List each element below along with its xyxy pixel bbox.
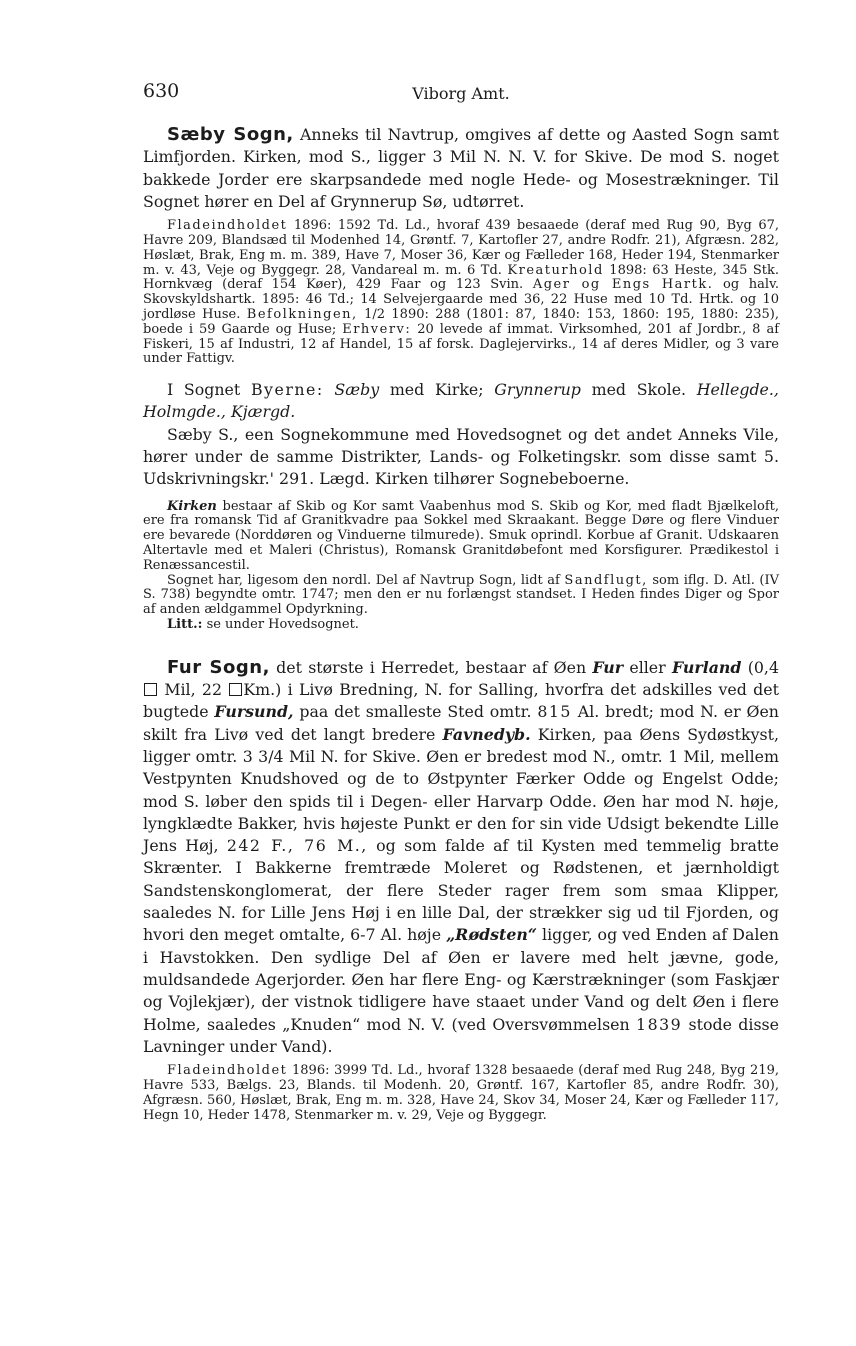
fur-text-7: Al. bredt; mod N. er Øen skilt fra Livø ved det langt bredere [143, 702, 779, 744]
saeby-stats-hartkorn: og halv. Skovskyldshartk. 1895: 46 Td.; 14 Selvejergaarde med 36, 22 Huse med 10 Td. Hrtk. og 10 jordløse Huse. [143, 277, 780, 322]
villages-label: Byerne: [250, 380, 324, 400]
fur-stats-paragraph [143, 1064, 779, 1123]
fur-text-6: paa det smalleste Sted omtr. [299, 702, 532, 722]
book-page [143, 76, 779, 1316]
saeby-title: Sæby Sogn, [167, 124, 294, 145]
village-rest: Hellegde., Holmgde., Kjærgd. [143, 380, 779, 422]
fur-year-value: 1839 [636, 1014, 683, 1034]
fur-text-8: Kirken, paa Øens Sydøstkyst, ligger omtr. 3 3/4 Mil N. for Skive. Øen er bredest mod N., omtr. 1 Mil, mellem Vestpynten Knudshoved og de to Østpynter Færker Odde og Engelst Odde; mod S. løber den spids til i Degen- eller Harvarp Odde. Øen har mod N. høje, lyngklædte Bakker, hvis højeste Punkt er den for sin vide Udsigt bekendte Lille Jens Høj, [143, 724, 779, 856]
village-grynnerup: Grynnerup [494, 380, 581, 400]
villages-mid: med Kirke; [389, 380, 484, 400]
fur-name-rodsten: „Rødsten“ [446, 925, 537, 945]
saeby-villages-paragraph [143, 379, 779, 424]
saeby-literature-paragraph [143, 618, 779, 633]
saeby-intro-text: Anneks til Navtrup, omgives af dette og Aasted Sogn samt Limfjorden. Kirken, mod S., ligger 3 Mil N. N. V. for Skive. De mod S. noget bakkede Jorder ere skarpsandede med nogle Hede- og Mosestrækninger. Til Sognet hører en Del af Grynnerup Sø, udtørret. [143, 125, 779, 211]
saeby-stats-label-hartkorn: Ager og Engs Hartk. [532, 277, 714, 293]
literature-label: Litt.: [167, 617, 203, 633]
fur-text-4: Mil, 22 [164, 680, 223, 700]
square-icon [229, 683, 242, 696]
village-saeby: Sæby [334, 380, 380, 400]
fur-name-furland: Furland [671, 657, 742, 677]
fur-name-fursund: Fursund, [214, 702, 294, 722]
page-header [143, 76, 779, 112]
fur-stats-text: 1896: 3999 Td. Ld., hvoraf 1328 besaaede (deraf med Rug 248, Byg 219, Havre 533, Bælgs. 23, Blands. til Modenh. 20, Grøntf. 167, Kartofler 85, andre Rodfr. 30), Afgræsn. 560, Høslæt, Brak, Eng m. m. 328, Have 24, Skov 34, Moser 24, Kær og Fælleder 117, Hegn 10, Heder 1478, Stenmarker m. v. 29, Veje og Byggegr. [143, 1063, 780, 1123]
fur-height-value: 242 F., 76 M., [226, 836, 368, 856]
sandflugt-post: som iflg. D. Atl. (IV S. 738) begyndte omtr. 1747; men den er nu forlængst standset. I Heden findes Diger og Spor af anden ældgammel Opdyrkning. [143, 572, 780, 618]
fur-text-2: eller [629, 657, 666, 677]
saeby-commune-paragraph: Sæby S., een Sognekommune med Hovedsognet og det andet Anneks Vile, hører under de samme Distrikter, Lands- og Folketingskr. som disse samt 5. Udskrivningskr.' 291. Lægd. Kirken tilhører Sognebeboerne. [143, 424, 779, 489]
saeby-church-paragraph [143, 500, 779, 574]
fur-text-3: (0,4 [747, 657, 779, 677]
saeby-stats-population: 1/2 1890: 288 (1801: 87, 1840: 153, 1860: 195, 1880: 235), boede i 59 Gaarde og Huse; [143, 306, 779, 337]
sandflugt-pre: Sognet har, ligesom den nordl. Del af Navtrup Sogn, lidt af [167, 572, 560, 588]
saeby-sandflugt-paragraph [143, 574, 779, 618]
saeby-stats-paragraph [143, 219, 779, 367]
saeby-stats-area: 1896: 1592 Td. Ld., hvoraf 439 besaaede (deraf med Rug 90, Byg 67, Havre 209, Blandsæd til Modenhed 14, Grøntf. 7, Kartofler 27, andre Rodfr. 21), Afgræsn. 282, Høslæt, Brak, Eng m. m. 389, Have 7, Moser 36, Kær og Fælleder 168, Heder 194, Stenmarker m. v. 43, Veje og Byggegr. 28, Vandareal m. m. 6 Td. [143, 218, 779, 278]
running-head: Viborg Amt. [412, 84, 510, 103]
church-text: bestaar af Skib og Kor samt Vaabenhus mod S. Skib og Kor, med fladt Bjælkeloft, ere fra romansk Tid af Granitkvadre paa Sokkel med Skraakant. Begge Døre og flere Vinduer ere bevarede (Norddøren og Vinduerne tilmurede). Smuk oprindl. Korbue af Granit. Udskaaren Altertavle med et Maleri (Christus), Romansk Granitdøbefont med Korsfigurer. Prædikestol i Renæssancestil. [143, 498, 779, 573]
fur-title: Fur Sogn, [167, 656, 270, 678]
literature-text: se under Hovedsognet. [206, 617, 359, 633]
page-number: 630 [143, 80, 180, 102]
fur-intro-paragraph [143, 657, 779, 1058]
fur-name-favnedyb: Favnedyb. [442, 724, 531, 744]
saeby-intro-paragraph [143, 124, 779, 213]
saeby-stats-label-area: Fladeindholdet [167, 218, 288, 234]
villages-prefix: I Sognet [167, 380, 241, 400]
saeby-stats-label-occupation: Erhverv: [342, 321, 412, 337]
saeby-stats-livestock: 1898: 63 Heste, 345 Stk. Hornkvæg (deraf 154 Køer), 429 Faar og 123 Svin. [143, 262, 779, 293]
saeby-stats-label-population: Befolkningen, [246, 306, 358, 322]
sandflugt-word: Sandflugt, [564, 572, 648, 588]
fur-text-5: Km.) i Livø Bredning, N. for Salling, hvorfra det adskilles ved det bugtede [143, 680, 779, 722]
fur-name-fur: Fur [592, 657, 624, 677]
fur-text-1: det største i Herredet, bestaar af Øen [276, 657, 587, 677]
saeby-stats-label-livestock: Kreaturhold [507, 262, 604, 278]
fur-text-10: ligger, og ved Enden af Dalen i Havstokken. Den sydlige Del af Øen er lavere med helt jævne, gode, muldsandede Agerjorder. Øen har flere Eng- og Kærstrækninger (som Faskjær og Vojlekjær), der vistnok tidligere have staaet under Vand og delt Øen i flere Holme, saaledes „Knuden“ mod N. V. (ved Oversvømmelsen [143, 925, 779, 1034]
square-icon [144, 683, 157, 696]
fur-width-value: 815 [537, 702, 572, 722]
villages-mid2: med Skole. [591, 380, 687, 400]
saeby-stats-occupation: 20 levede af immat. Virksomhed, 201 af Jordbr., 8 af Fiskeri, 15 af Industri, 12 af Handel, 15 af forsk. Daglejervirks., 14 af deres Midler, og 3 vare under Fattigv. [143, 321, 780, 367]
fur-text-11: stode disse Lavninger under Vand). [143, 1014, 780, 1056]
church-label: Kirken [167, 498, 217, 514]
fur-stats-label: Fladeindholdet [167, 1063, 288, 1079]
fur-text-9: og som falde af til Kysten med temmelig bratte Skrænter. I Bakkerne fremtræde Moleret og Rødstenen, et jærnholdigt Sandstenskonglomerat, der flere Steder rager frem som smaa Klipper, saaledes N. for Lille Jens Høj i en lille Dal, der strækker sig ud til Fjorden, og hvori den meget omtalte, 6-7 Al. høje [143, 836, 779, 945]
